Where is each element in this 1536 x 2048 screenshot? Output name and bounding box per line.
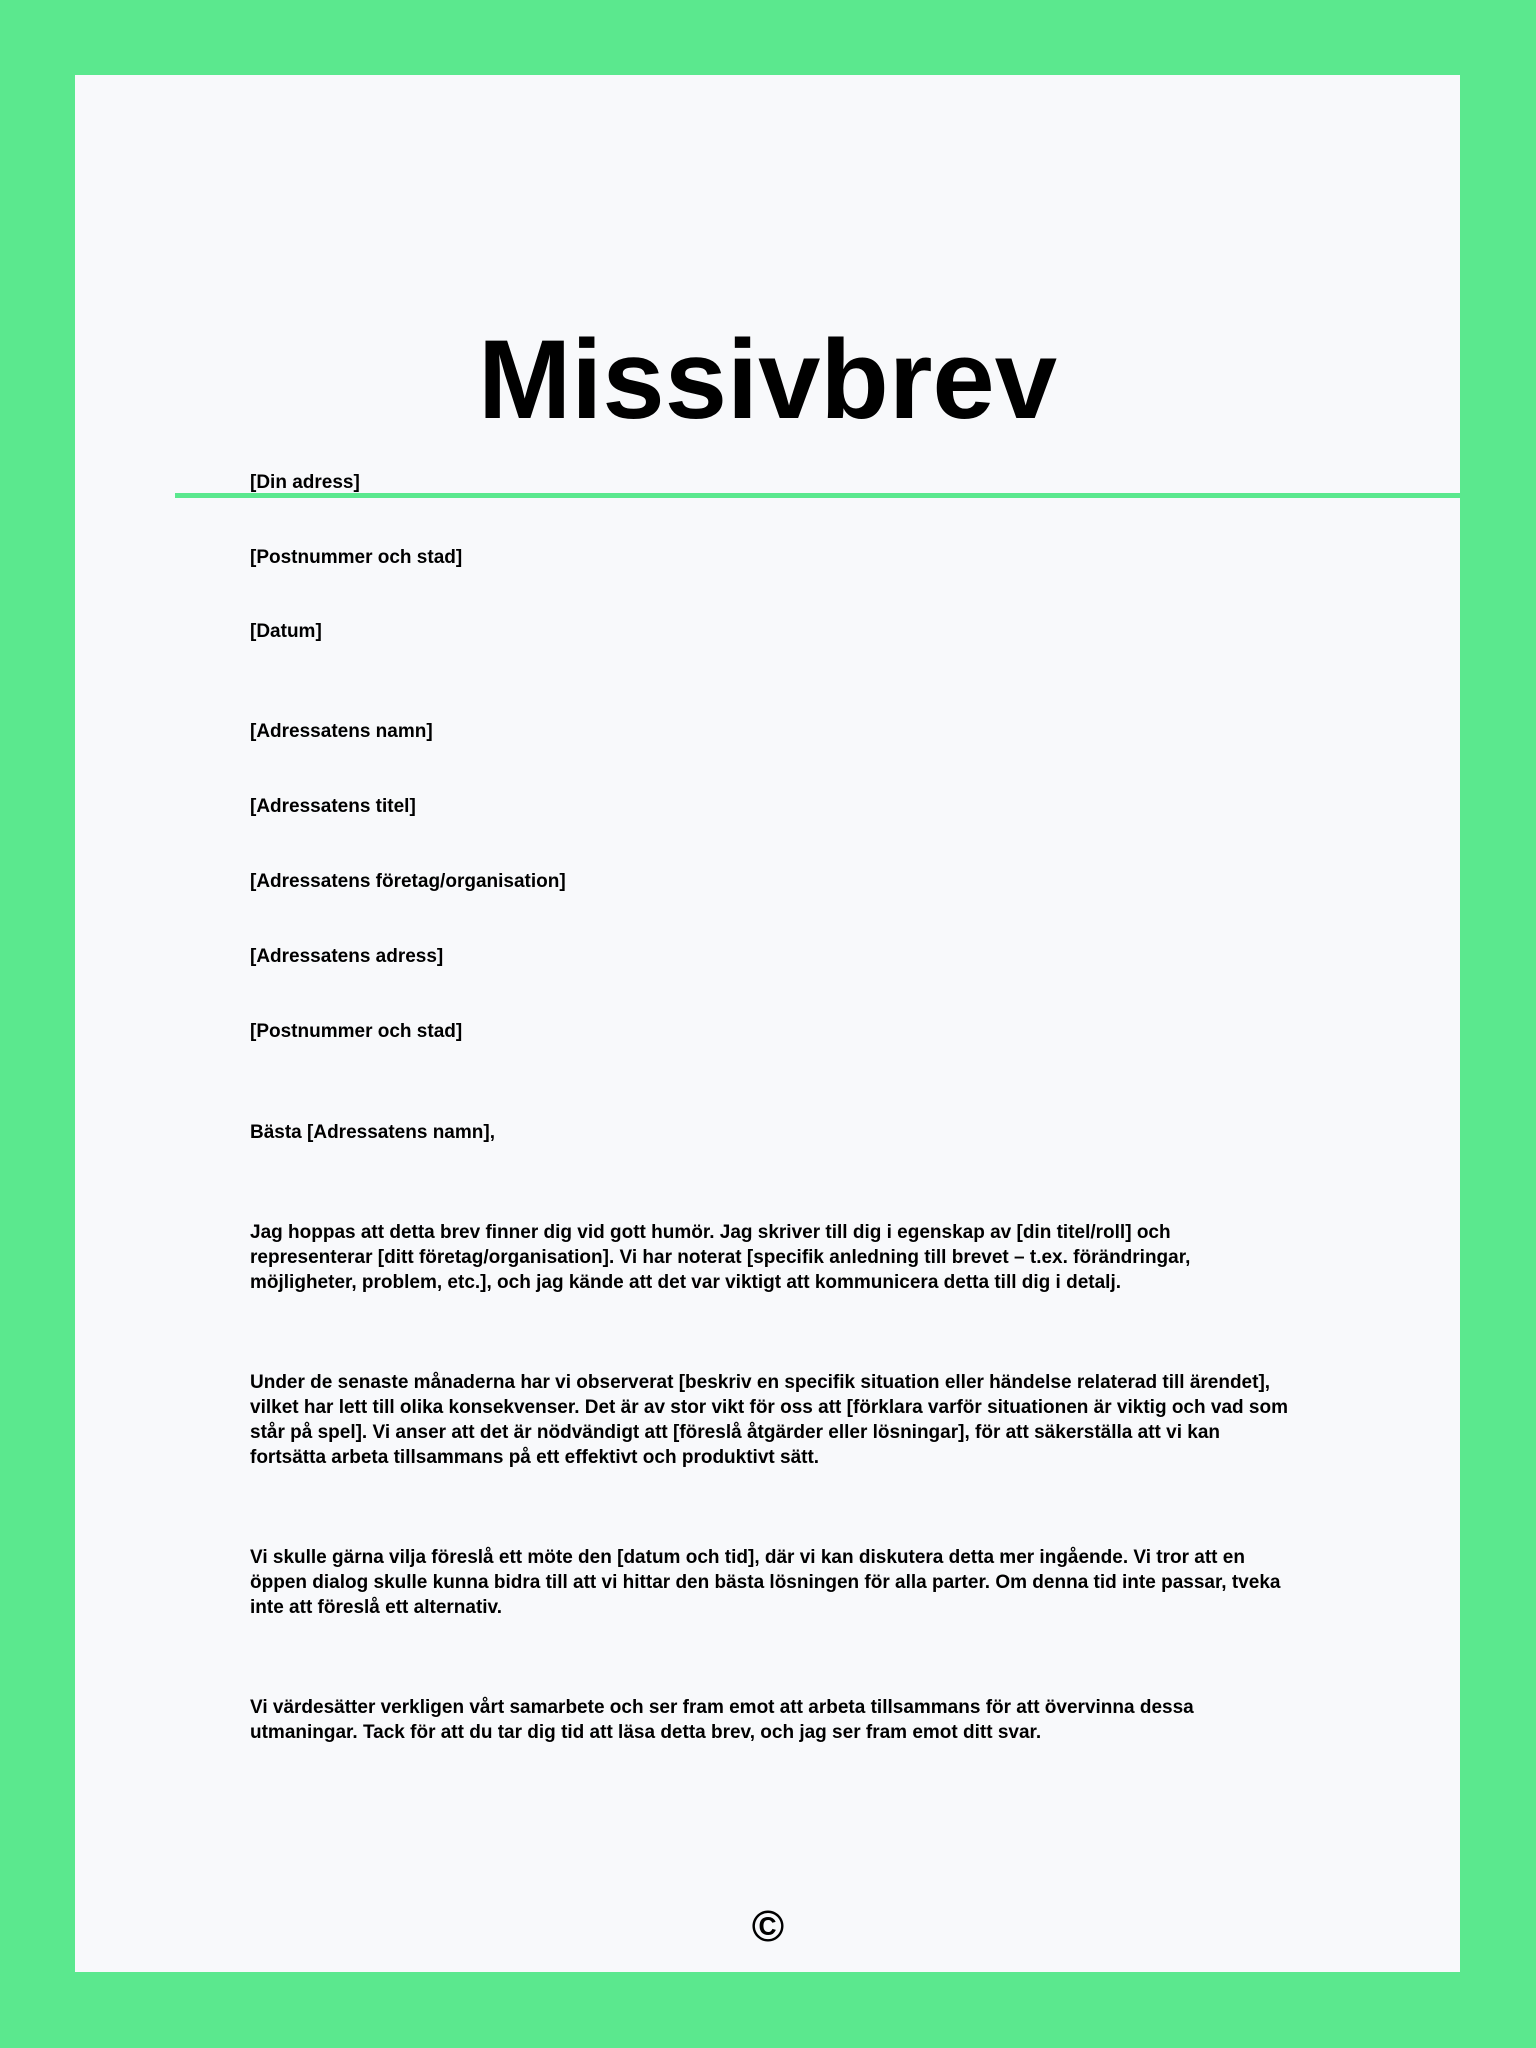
recipient-company: [Adressatens företag/organisation] [250,871,566,892]
body-paragraph-3: Vi skulle gärna vilja föreslå ett möte den [datum och tid], där vi kan diskutera detta mer ingående. Vi tror att en öppen dialog skulle kunna bidra till att vi hittar den bästa lösningen för alla parter. Om denna tid inte passar, tveka inte att föreslå ett alternativ. [250,1547,1281,1618]
sender-date: [Datum] [250,621,322,642]
body-paragraph-1: Jag hoppas att detta brev finner dig vid gott humör. Jag skriver till dig i egenskap av [din titel/roll] och representerar [ditt företag/organisation]. Vi har noterat [specifik anledning till brevet – t.ex. förändringar, möjligheter, problem, etc.], och jag kände att det var viktigt att kommunicera detta till dig i detalj. [250,1222,1191,1293]
title-divider [175,493,1512,498]
recipient-postal-city: [Postnummer och stad] [250,1021,463,1042]
sender-address: [Din adress] [250,472,360,493]
salutation: Bästa [Adressatens namn], [250,1122,495,1143]
sender-postal-city: [Postnummer och stad] [250,547,463,568]
copyright-symbol: © [751,1902,785,1951]
document-title: Missivbrev [478,317,1057,442]
recipient-address: [Adressatens adress] [250,946,444,967]
body-paragraph-4: Vi värdesätter verkligen vårt samarbete och ser fram emot att arbeta tillsammans för att övervinna dessa utmaningar. Tack för att du tar dig tid att läsa detta brev, och jag ser fram emot ditt svar. [250,1697,1194,1743]
recipient-name: [Adressatens namn] [250,721,433,742]
recipient-title: [Adressatens titel] [250,796,416,817]
body-paragraph-2: Under de senaste månaderna har vi observerat [beskriv en specifik situation eller händelse relaterad till ärendet], vilket har lett till olika konsekvenser. Det är av stor vikt för oss att [förklara varför situationen är viktig och vad som står på spel]. Vi anser att det är nödvändigt att [föreslå åtgärder eller lösningar], för att säkerställa att vi kan fortsätta arbeta tillsammans på ett effektivt och produktivt sätt. [250,1372,1288,1468]
